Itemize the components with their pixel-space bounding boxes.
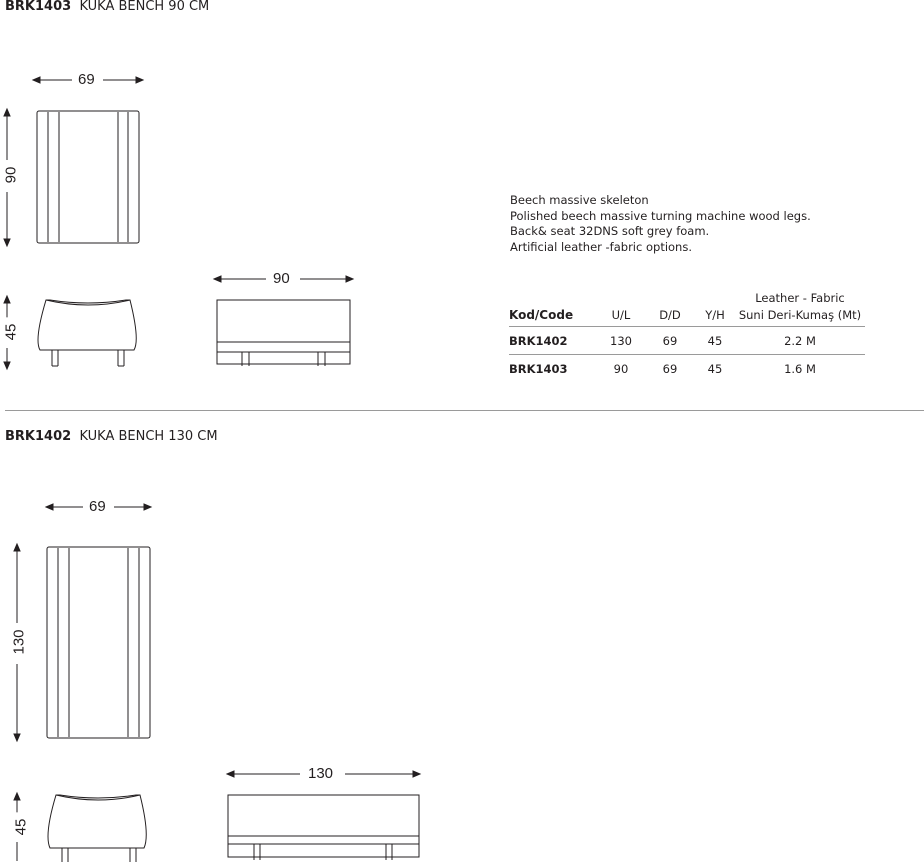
dim-width-label: 69 — [72, 71, 101, 89]
col-code-header: Kod/Code — [509, 291, 597, 327]
col-ul-header: U/L — [597, 291, 645, 327]
dim-front-label: 90 — [267, 270, 296, 288]
row-yh: 45 — [695, 327, 735, 355]
material-header-line1: Leather - Fabric — [755, 291, 845, 305]
row-code: BRK1403 — [509, 361, 568, 376]
product-description — [510, 193, 811, 255]
section2-drawing — [0, 440, 924, 862]
bench-top-view — [47, 547, 150, 738]
row-code: BRK1402 — [509, 327, 597, 355]
dim-front-label: 130 — [302, 765, 339, 783]
row-dd: 69 — [645, 327, 695, 355]
col-dd-header: D/D — [645, 291, 695, 327]
row-material: 1.6 M — [784, 361, 816, 376]
section1-name: KUKA BENCH 90 CM — [79, 0, 210, 14]
dim-height-label: 45 — [2, 318, 20, 347]
row-ul: 130 — [597, 327, 645, 355]
bench-side-view — [38, 300, 136, 366]
section-divider — [5, 410, 924, 411]
bench-side-view — [48, 795, 146, 862]
dim-width-label: 69 — [83, 498, 112, 516]
description-line: Artificial leather -fabric options. — [510, 239, 692, 254]
dim-length-label: 90 — [2, 161, 20, 190]
row-dd: 69 — [662, 361, 678, 376]
dim-height-label: 45 — [12, 813, 30, 842]
row-material: 2.2 M — [735, 327, 865, 355]
description-line: Beech massive skeleton — [510, 193, 649, 207]
material-header-line2: Suni Deri-Kumaş (Mt) — [738, 308, 862, 322]
dim-length-label: 130 — [11, 623, 29, 660]
section2-code: BRK1402 — [5, 429, 72, 444]
row-yh: 45 — [707, 361, 723, 376]
bench-front-view — [217, 300, 350, 366]
bench-top-view — [37, 111, 139, 243]
table-row — [509, 355, 865, 383]
spec-table-header — [509, 291, 865, 327]
col-material-header — [735, 291, 865, 327]
description-line: Back& seat 32DNS soft grey foam. — [510, 224, 710, 238]
bench-front-view — [228, 795, 419, 860]
col-yh-header: Y/H — [695, 291, 735, 327]
section2-name: KUKA BENCH 130 CM — [79, 429, 218, 444]
table-row — [509, 327, 865, 355]
description-line: Polished beech massive turning machine wood legs. — [510, 208, 811, 223]
row-ul: 90 — [613, 361, 629, 376]
section1-code: BRK1403 — [5, 0, 72, 14]
spec-table — [509, 291, 865, 382]
